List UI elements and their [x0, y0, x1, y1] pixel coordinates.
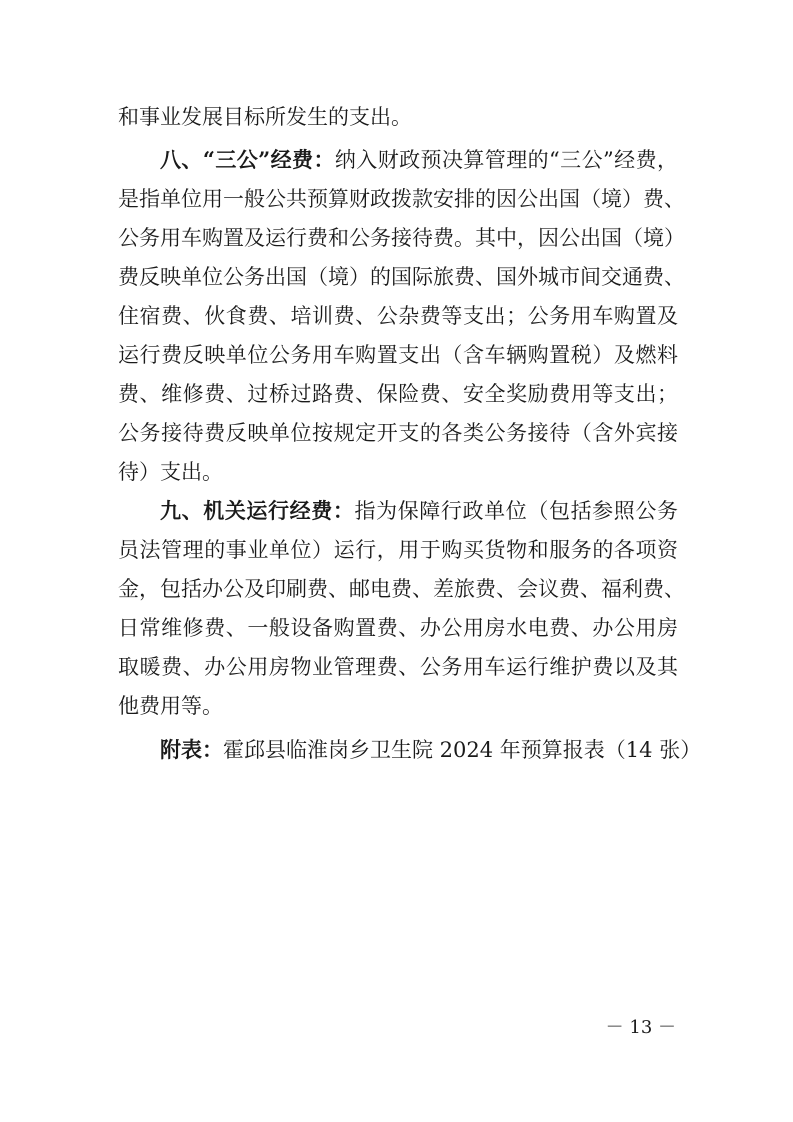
section-9-first-line: [160, 492, 678, 530]
section-8-heading: 八、“三公”经费：: [160, 147, 335, 172]
annex-line: [160, 731, 701, 769]
paragraph-line: 他费用等。: [118, 694, 223, 718]
section-9-heading: 九、机关运行经费：: [160, 498, 355, 523]
paragraph-line: 住宿费、伙食费、培训费、公杂费等支出；公务用车购置及: [118, 304, 678, 328]
section-8-intro: 纳入财政预决算管理的“三公”经费，: [334, 148, 678, 172]
paragraph-line: 是指单位用一般公共预算财政拨款安排的因公出国（境）费、: [118, 187, 685, 211]
paragraph-line: 员法管理的事业单位）运行，用于购买货物和服务的各项资: [118, 538, 678, 562]
paragraph-line: 公务接待费反映单位按规定开支的各类公务接待（含外宾接: [118, 421, 678, 445]
section-8-first-line: [160, 141, 678, 179]
page-number: － 13 －: [605, 1017, 676, 1038]
paragraph-line: 费反映单位公务出国（境）的国际旅费、国外城市间交通费、: [118, 265, 685, 289]
paragraph-line: 费、维修费、过桥过路费、保险费、安全奖励费用等支出；: [118, 382, 678, 406]
paragraph-line: 取暖费、办公用房物业管理费、公务用车运行维护费以及其: [118, 655, 678, 679]
paragraph-line: 日常维修费、一般设备购置费、办公用房水电费、办公用房: [118, 616, 678, 640]
paragraph-line: 公务用车购置及运行费和公务接待费。其中，因公出国（境）: [118, 226, 685, 250]
paragraph-line: 金，包括办公及印刷费、邮电费、差旅费、会议费、福利费、: [118, 577, 685, 601]
paragraph-line: 和事业发展目标所发生的支出。: [118, 105, 412, 129]
paragraph-line: 运行费反映单位公务用车购置支出（含车辆购置税）及燃料: [118, 343, 678, 367]
annex-label: 附表：: [160, 737, 223, 762]
annex-text: 霍邱县临淮岗乡卫生院 2024 年预算报表（14 张）: [223, 738, 702, 762]
section-9-intro: 指为保障行政单位（包括参照公务: [354, 499, 679, 523]
paragraph-line: 待）支出。: [118, 460, 223, 484]
